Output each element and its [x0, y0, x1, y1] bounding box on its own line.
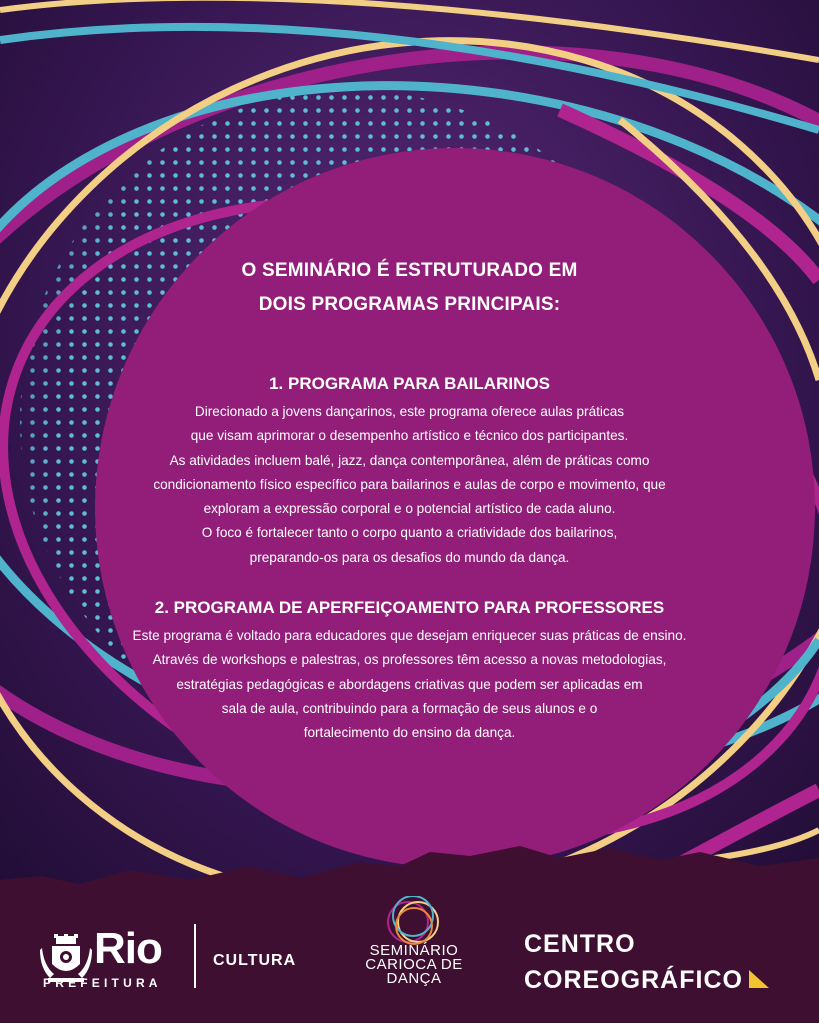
headline — [100, 254, 719, 322]
program2-title: 2. PROGRAMA DE APERFEIÇOAMENTO PARA PROFESSORES — [154, 598, 665, 617]
seminario-rings-icon — [354, 896, 474, 946]
program1-line: que visam aprimorar o desempenho artístico e técnico dos participantes. — [190, 428, 629, 444]
rio-wordmark: Rio — [94, 924, 162, 973]
centro-line-1: CENTRO — [524, 930, 636, 958]
program2-line: estratégias pedagógicas e abordagens criativas que podem ser aplicadas em — [176, 676, 643, 692]
program1-line: condicionamento físico específico para bailarinos e aulas de corpo e movimento, que — [153, 476, 666, 492]
seminario-line: DANÇA — [386, 970, 442, 987]
program2-line: fortalecimento do ensino da dança. — [303, 725, 516, 741]
seminario-logo — [354, 896, 474, 1006]
triangle-icon — [747, 968, 771, 990]
logo-divider — [194, 924, 196, 988]
centro-coreografico-logo — [524, 926, 771, 998]
program1-line: preparando-os para os desafios do mundo da dança. — [249, 549, 570, 565]
cultura-label: CULTURA — [213, 952, 297, 969]
prefeitura-label: PREFEITURA — [43, 976, 162, 990]
program1-title: 1. PROGRAMA PARA BAILARINOS — [269, 374, 550, 393]
program1-description — [100, 400, 719, 570]
centro-line-2 — [524, 962, 771, 998]
program2-line: Este programa é voltado para educadores que desejam enriquecer suas práticas de ensino. — [132, 628, 687, 643]
seminario-line: CARIOCA DE — [365, 956, 463, 973]
seminario-line: SEMINÁRIO — [369, 942, 459, 959]
program1-line: As atividades incluem balé, jazz, dança contemporânea, além de práticas como — [169, 452, 650, 468]
program2-line: sala de aula, contribuindo para a formação de seus alunos e o — [221, 700, 598, 716]
program2-description — [100, 624, 719, 745]
headline-line-2: DOIS PROGRAMAS PRINCIPAIS: — [258, 294, 561, 315]
program1-line: exploram a expressão corporal e o potencial artístico de cada aluno. — [203, 501, 616, 517]
program2-line: Através de workshops e palestras, os professores têm acesso a novas metodologias, — [152, 652, 667, 668]
seminario-wordmark — [354, 944, 474, 986]
headline-line-1: O SEMINÁRIO É ESTRUTURADO EM — [241, 260, 578, 281]
centro-line-2-text: COREOGRÁFICO — [524, 966, 743, 994]
program1-line: Direcionado a jovens dançarinos, este programa oferece aulas práticas — [194, 404, 625, 419]
program1-line: O foco é fortalecer tanto o corpo quanto a criatividade dos bailarinos, — [201, 525, 618, 541]
